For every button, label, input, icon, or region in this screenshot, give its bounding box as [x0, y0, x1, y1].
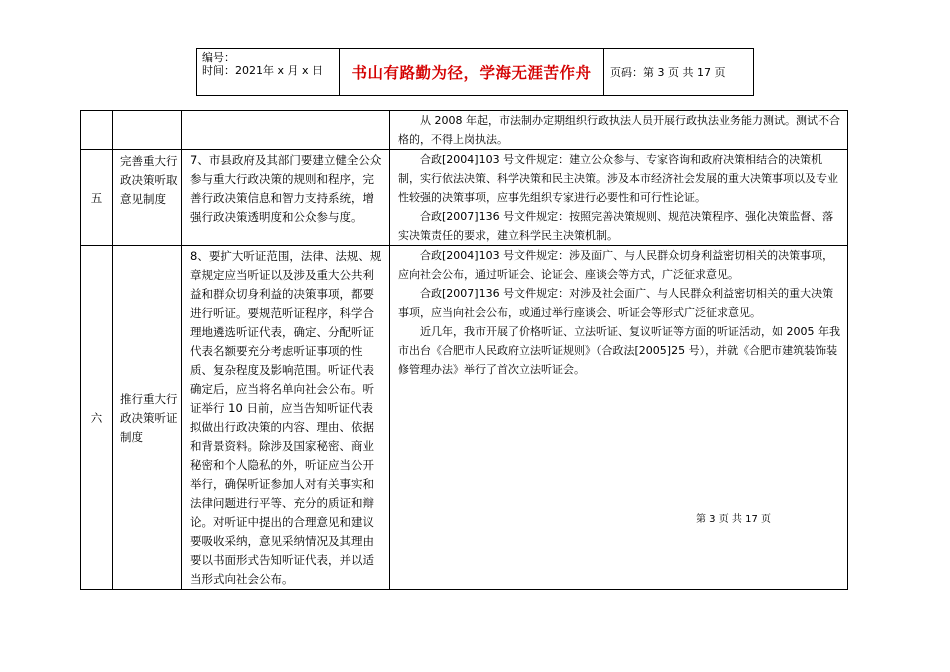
basis-paragraph: 合政[2007]136 号文件规定：按照完善决策规则、规范决策程序、强化决策监督、落实决策责任的要求，建立科学民主决策机制。 — [398, 210, 834, 242]
row-requirement-cell — [182, 150, 390, 246]
header-motto: 书山有路勤为径，学海无涯苦作舟 — [340, 49, 604, 95]
row-item — [113, 111, 182, 150]
row-item: 推行重大行政决策听证制度 — [120, 392, 178, 444]
row-basis — [390, 246, 848, 590]
row-number: 六 — [81, 246, 113, 590]
row-item: 完善重大行政决策听取意见制度 — [120, 154, 178, 206]
row-basis — [390, 111, 848, 150]
row-requirement-cell — [182, 246, 390, 590]
row-item-cell — [113, 150, 182, 246]
row-requirement: 7、市县政府及其部门要建立健全公众参与重大行政决策的规则和程序，完善行政决策信息和智力支持系统，增强行政决策透明度和公众参与度。 — [190, 153, 382, 224]
header-page-info: 页码：第 3 页 共 17 页 — [610, 66, 726, 79]
table-row — [81, 150, 848, 246]
basis-paragraph: 合政[2004]103 号文件规定：建立公众参与、专家咨询和政府决策相结合的决策机制，实行依法决策、科学决策和民主决策。涉及本市经济社会发展的重大决策事项以及专业性较强的决策事项，应事先组织专家进行必要性和可行性论证。 — [398, 153, 838, 204]
row-number: 五 — [81, 150, 113, 246]
row-requirement: 8、要扩大听证范围，法律、法规、规章规定应当听证以及涉及重大公共利益和群众切身利益的决策事项，都要进行听证。要规范听证程序，科学合理地遴选听证代表，确定、分配听证代表名额要充分考虑听证事项的性质、复杂程度及影响范围。听证代表确定后，应当将名单向社会公布。听证举行 10 日前，应当告知听证代表拟做出行政决策的内容、理由、依据和背景资料。除涉及国家秘密、商业秘密和个人隐私的外，听证应当公开举行，确保听证参加人对有关事实和法律问题进行平等、充分的质证和辩论。对听证中提出的合理意见和建议要吸收采纳，意见采纳情况及其理由要以书面形式告知听证代表，并以适当形式向社会公布。 — [190, 249, 382, 586]
basis-paragraph: 合政[2004]103 号文件规定：涉及面广、与人民群众切身利益密切相关的决策事项，应向社会公布，通过听证会、论证会、座谈会等方式，广泛征求意见。 — [398, 249, 834, 281]
time-label: 时间：2021年 x 月 x 日 — [202, 64, 323, 77]
header-meta — [197, 49, 340, 95]
row-item-cell — [113, 246, 182, 590]
table-row — [81, 111, 848, 150]
basis-paragraph: 从 2008 年起，市法制办定期组织行政执法人员开展行政执法业务能力测试。测试不合格的，不得上岗执法。 — [398, 114, 840, 146]
row-requirement — [182, 111, 390, 150]
number-label: 编号： — [202, 51, 235, 64]
document-header — [196, 48, 754, 96]
row-number — [81, 111, 113, 150]
row-basis — [390, 150, 848, 246]
basis-paragraph: 合政[2007]136 号文件规定：对涉及社会面广、与人民群众利益密切相关的重大决策事项，应当向社会公布，或通过举行座谈会、听证会等形式广泛征求意见。 — [398, 287, 834, 319]
page-footer: 第 3 页 共 17 页 — [696, 514, 771, 525]
table-row — [81, 246, 848, 590]
basis-paragraph: 近几年，我市开展了价格听证、立法听证、复议听证等方面的听证活动，如 2005 年我市出台《合肥市人民政府立法听证规则》（合政法[2005]25 号），并就《合肥市建筑装饰装修管理办法》举行了首次立法听证会。 — [398, 325, 840, 376]
